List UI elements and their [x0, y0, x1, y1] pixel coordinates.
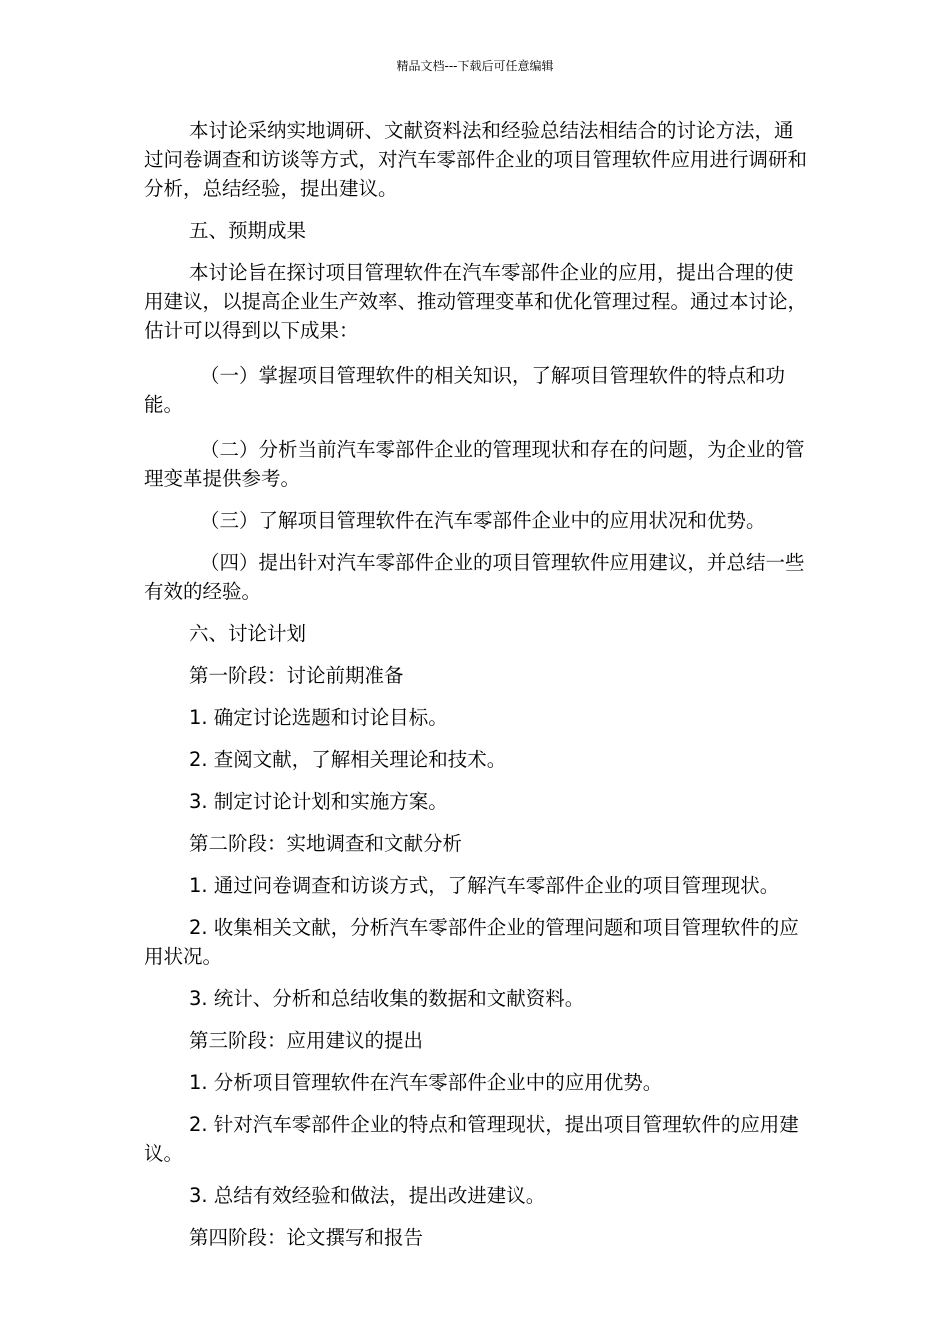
document-body	[144, 116, 808, 1252]
stage-1-step-2: 2. 查阅文献，了解相关理论和技术。	[189, 748, 507, 771]
stage-3-step-1: 1. 分析项目管理软件在汽车零部件企业中的应用优势。	[189, 1071, 663, 1094]
stage-2-step-3: 3. 统计、分析和总结收集的数据和文献资料。	[189, 987, 585, 1010]
paragraph-method: 本讨论采纳实地调研、文献资料法和经验总结法相结合的讨论方法，通过问卷调查和访谈等方式，对汽车零部件企业的项目管理软件应用进行调研和分析，总结经验，提出建议。	[144, 119, 808, 200]
stage-2-step-2: 2. 收集相关文献，分析汽车零部件企业的管理问题和项目管理软件的应用状况。	[144, 916, 799, 968]
result-item-3: （三）了解项目管理软件在汽车零部件企业中的应用状况和优势。	[200, 509, 766, 532]
stage-1-step-3: 3. 制定讨论计划和实施方案。	[189, 790, 448, 813]
stage-1-title: 第一阶段：讨论前期准备	[189, 664, 404, 687]
result-item-2: （二）分析当前汽车零部件企业的管理现状和存在的问题，为企业的管理变革提供参考。	[144, 438, 805, 490]
stage-2-step-1: 1. 通过问卷调查和访谈方式，了解汽车零部件企业的项目管理现状。	[189, 874, 780, 897]
heading-plan: 六、讨论计划	[189, 622, 307, 645]
page-header: 精品文档---下载后可任意编辑	[396, 59, 554, 73]
stage-4-title: 第四阶段：论文撰写和报告	[189, 1226, 424, 1249]
stage-3-title: 第三阶段：应用建议的提出	[189, 1029, 424, 1052]
stage-1-step-1: 1. 确定讨论选题和讨论目标。	[189, 706, 448, 729]
stage-3-step-3: 3. 总结有效经验和做法，提出改进建议。	[189, 1184, 546, 1207]
heading-expected-results: 五、预期成果	[189, 219, 307, 242]
stage-3-step-2: 2. 针对汽车零部件企业的特点和管理现状，提出项目管理软件的应用建议。	[144, 1113, 799, 1165]
stage-2-title: 第二阶段：实地调查和文献分析	[189, 832, 463, 855]
result-item-1: （一）掌握项目管理软件的相关知识，了解项目管理软件的特点和功能。	[144, 364, 786, 416]
result-item-4: （四）提出针对汽车零部件企业的项目管理软件应用建议，并总结一些有效的经验。	[144, 551, 805, 603]
paragraph-results-intro: 本讨论旨在探讨项目管理软件在汽车零部件企业的应用，提出合理的使用建议，以提高企业生产效率、推动管理变革和优化管理过程。通过本讨论，估计可以得到以下成果：	[144, 261, 808, 342]
